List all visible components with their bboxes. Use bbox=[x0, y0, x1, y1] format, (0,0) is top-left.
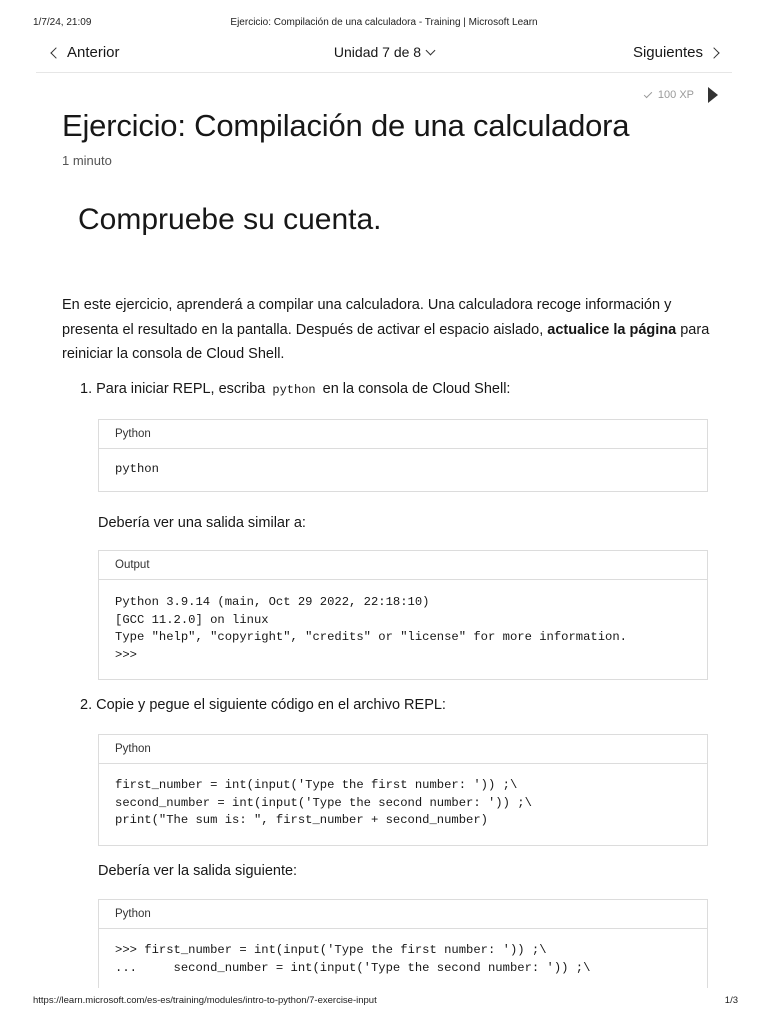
output-intro-text: Debería ver una salida similar a: bbox=[98, 515, 306, 531]
print-url: https://learn.microsoft.com/es-es/training/modules/intro-to-python/7-exercise-input bbox=[33, 995, 377, 1006]
code-content[interactable]: Python 3.9.14 (main, Oct 29 2022, 22:18:10) [GCC 11.2.0] on linux Type "help", "copyright", "credits" or "license" for more information. >>> bbox=[115, 595, 627, 662]
duration: 1 minuto bbox=[62, 153, 112, 168]
chevron-down-icon bbox=[426, 45, 436, 55]
section-title: Compruebe su cuenta. bbox=[78, 203, 382, 236]
unit-navigation bbox=[36, 36, 732, 73]
print-header bbox=[0, 17, 768, 31]
unit-selector-wrap bbox=[36, 44, 732, 60]
chevron-right-icon bbox=[708, 47, 719, 58]
step-2 bbox=[80, 697, 446, 713]
code-content[interactable]: first_number = int(input('Type the first number: ')) ;\ second_number = int(input('Type the second number: ')) ;\ print("The sum is: ", first_number + second_number) bbox=[115, 778, 532, 827]
code-language-label: Python bbox=[99, 900, 707, 929]
check-icon bbox=[644, 89, 652, 97]
intro-paragraph bbox=[62, 293, 712, 367]
unit-selector[interactable] bbox=[334, 44, 434, 60]
code-block bbox=[98, 734, 708, 846]
step-text-end: en la consola de Cloud Shell: bbox=[318, 381, 511, 397]
unit-label: Unidad 7 de 8 bbox=[333, 44, 422, 60]
code-language-label: Python bbox=[99, 735, 707, 764]
print-page-title: Ejercicio: Compilación de una calculadora - Training | Microsoft Learn bbox=[230, 17, 538, 28]
previous-label: Anterior bbox=[67, 44, 120, 61]
play-icon[interactable] bbox=[708, 87, 718, 103]
xp-indicator bbox=[644, 87, 718, 103]
step-text: Copie y pegue el siguiente código en el archivo REPL: bbox=[96, 697, 446, 713]
step-number: 2. bbox=[80, 697, 93, 713]
code-content[interactable]: python bbox=[115, 462, 159, 476]
output-intro-text: Debería ver la salida siguiente: bbox=[98, 863, 298, 879]
page-title: Ejercicio: Compilación de una calculadora bbox=[62, 108, 630, 143]
code-block bbox=[98, 419, 708, 492]
code-language-label: Output bbox=[99, 551, 707, 580]
intro-text-end: para reiniciar la consola de Cloud Shell. bbox=[62, 321, 710, 362]
step-1 bbox=[80, 381, 510, 397]
code-language-label: Python bbox=[99, 420, 707, 449]
intro-text: En este ejercicio, aprenderá a compilar una calculadora. Una calculadora recoge información y presenta el resultado en la pantalla. Después de activar el espacio aislado, bbox=[62, 297, 672, 338]
output-block bbox=[98, 550, 708, 680]
print-datetime: 1/7/24, 21:09 bbox=[33, 17, 92, 28]
xp-label: 100 XP bbox=[657, 89, 694, 101]
step-number: 1. bbox=[80, 381, 93, 397]
next-label: Siguientes bbox=[632, 44, 703, 61]
output-block bbox=[98, 899, 708, 988]
step-text: Para iniciar REPL, escriba bbox=[96, 381, 270, 397]
next-unit-link[interactable] bbox=[633, 44, 718, 61]
code-content[interactable]: >>> first_number = int(input('Type the first number: ')) ;\ ... second_number = int(input('Type the second number: ')) ;\ bbox=[115, 943, 591, 975]
inline-code: python bbox=[272, 383, 316, 397]
print-page-number: 1/3 bbox=[724, 995, 738, 1006]
intro-bold-text: actualice la página bbox=[547, 321, 677, 338]
